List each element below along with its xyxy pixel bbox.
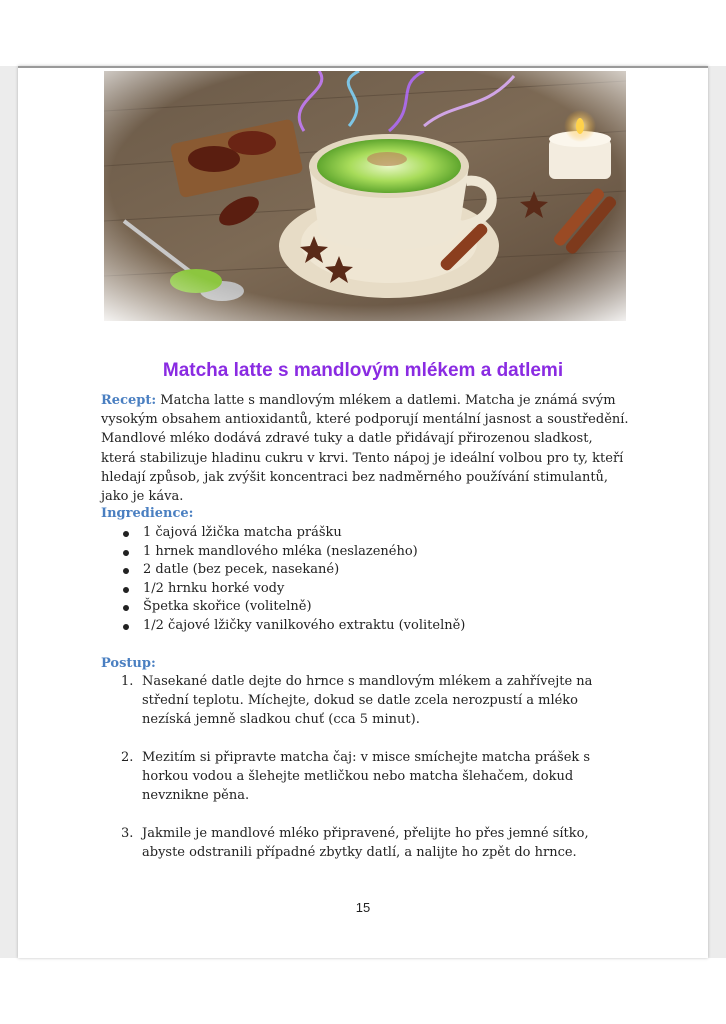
step-number: 1.	[121, 674, 134, 689]
ingredient-item: Špetka skořice (volitelně)	[101, 598, 621, 617]
steps-list	[101, 672, 631, 881]
ingredient-item: 1/2 čajové lžičky vanilkového extraktu (volitelně)	[101, 617, 621, 636]
ingredients-heading: Ingredience:	[101, 506, 194, 521]
step-item	[101, 672, 631, 729]
step-item	[101, 748, 631, 805]
ingredient-item: 1 hrnek mandlového mléka (neslazeného)	[101, 543, 621, 562]
page-number: 15	[355, 900, 371, 915]
page-top-edge	[18, 66, 708, 68]
viewer-top-area	[0, 0, 726, 66]
step-text: Jakmile je mandlové mléko připravené, přelijte ho přes jemné sítko, abyste odstranili případné zbytky datlí, a nalijte ho zpět do hrnce.	[142, 826, 589, 860]
step-item	[101, 824, 631, 862]
step-number: 3.	[121, 826, 134, 841]
intro-label: Recept:	[101, 393, 157, 408]
ingredients-list	[101, 524, 621, 636]
step-text: Nasekané datle dejte do hrnce s mandlovým mlékem a zahřívejte na střední teplotu. Míchejte, dokud se datle zcela nerozpustí a mléko nezíská jemně sladkou chuť (cca 5 minut).	[142, 674, 593, 727]
intro-text: Matcha latte s mandlovým mlékem a datlemi. Matcha je známá svým vysokým obsahem antioxidantů, které podporují mentální jasnost a soustředění. Mandlové mléko dodává zdravé tuky a datle přidávají přirozenou sladkost, která stabilizuje hladinu cukru v krvi. Tento nápoj je ideální volbou pro ty, kteří hledají způsob, jak zvýšit koncentraci bez nadměrného používání stimulantů, jako je káva.	[101, 393, 629, 505]
ingredient-item: 1/2 hrnku horké vody	[101, 580, 621, 599]
document-page	[18, 66, 708, 958]
ingredient-item: 2 datle (bez pecek, nasekané)	[101, 561, 621, 580]
recipe-title: Matcha latte s mandlovým mlékem a datlemi	[162, 360, 564, 381]
step-number: 2.	[121, 750, 134, 765]
step-text: Mezitím si připravte matcha čaj: v misce smíchejte matcha prášek s horkou vodou a šlehejte metličkou nebo matcha šlehačem, dokud nevznikne pěna.	[142, 750, 591, 803]
ingredient-item: 1 čajová lžička matcha prášku	[101, 524, 621, 543]
viewer-bottom-area	[0, 958, 726, 1024]
steps-heading: Postup:	[101, 656, 156, 671]
matcha-latte-photo	[104, 71, 626, 321]
recipe-intro	[101, 391, 631, 506]
